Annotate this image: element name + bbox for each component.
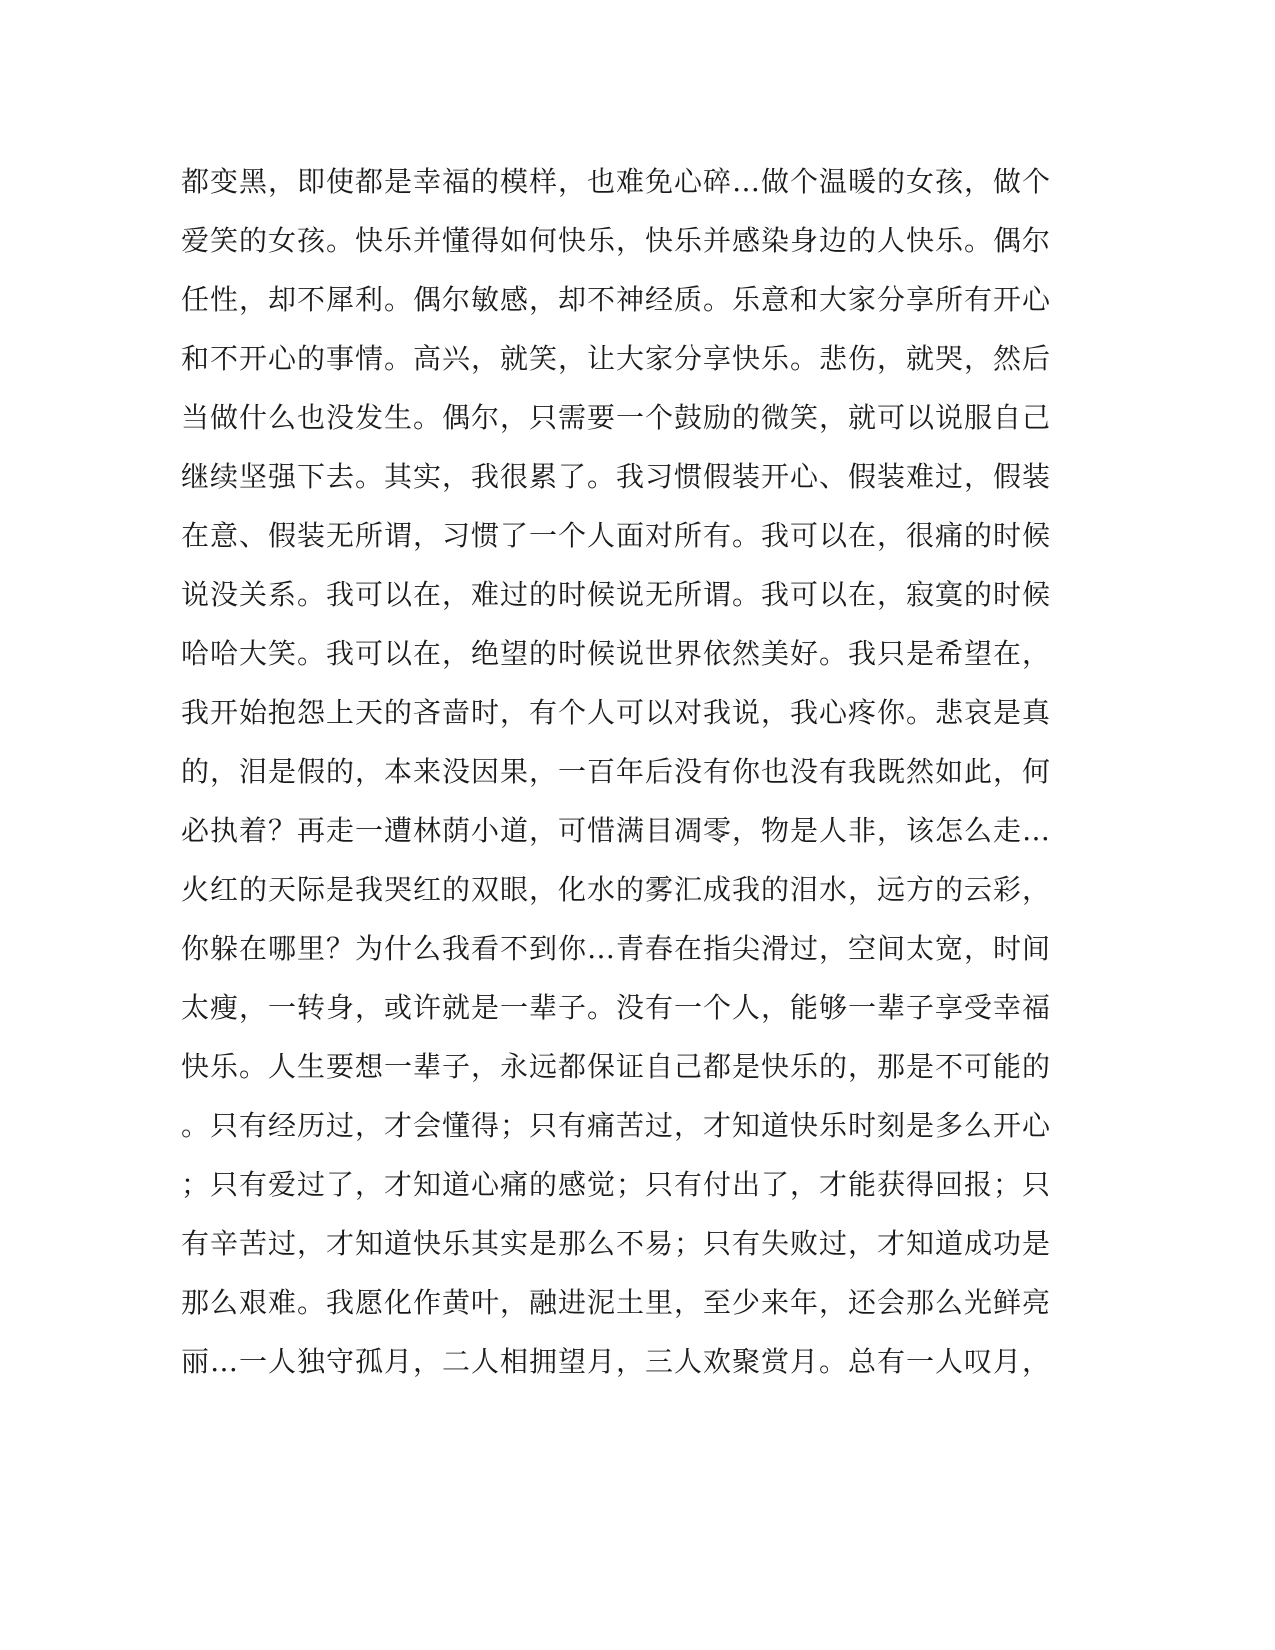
text-line: 的，泪是假的，本来没因果，一百年后没有你也没有我既然如此，何: [181, 755, 1052, 788]
text-line: 丽…一人独守孤月，二人相拥望月，三人欢聚赏月。总有一人叹月，: [181, 1345, 1052, 1378]
text-line: 有辛苦过，才知道快乐其实是那么不易；只有失败过，才知道成功是: [181, 1227, 1052, 1260]
text-line: 继续坚强下去。其实，我很累了。我习惯假装开心、假装难过，假装: [181, 460, 1052, 493]
text-line: 当做什么也没发生。偶尔，只需要一个鼓励的微笑，就可以说服自己: [181, 401, 1052, 434]
text-line: 我开始抱怨上天的吝啬时，有个人可以对我说，我心疼你。悲哀是真: [181, 696, 1052, 729]
text-line: 都变黑，即使都是幸福的模样，也难免心碎…做个温暖的女孩，做个: [181, 165, 1052, 198]
text-line: 你躲在哪里？为什么我看不到你…青春在指尖滑过，空间太宽，时间: [181, 932, 1052, 965]
text-line: 哈哈大笑。我可以在，绝望的时候说世界依然美好。我只是希望在，: [181, 637, 1052, 670]
text-line: 和不开心的事情。高兴，就笑，让大家分享快乐。悲伤，就哭，然后: [181, 342, 1052, 375]
text-line: 那么艰难。我愿化作黄叶，融进泥土里，至少来年，还会那么光鲜亮: [181, 1286, 1052, 1319]
body-text: [181, 155, 1052, 1394]
text-line: ；只有爱过了，才知道心痛的感觉；只有付出了，才能获得回报；只: [181, 1168, 1052, 1201]
text-line: 说没关系。我可以在，难过的时候说无所谓。我可以在，寂寞的时候: [181, 578, 1052, 611]
text-line: 爱笑的女孩。快乐并懂得如何快乐，快乐并感染身边的人快乐。偶尔: [181, 224, 1052, 257]
text-line: 。只有经历过，才会懂得；只有痛苦过，才知道快乐时刻是多么开心: [181, 1109, 1052, 1142]
text-line: 火红的天际是我哭红的双眼，化水的雾汇成我的泪水，远方的云彩，: [181, 873, 1052, 906]
text-line: 必执着？再走一遭林荫小道，可惜满目凋零，物是人非，该怎么走…: [181, 814, 1052, 847]
text-line: 任性，却不犀利。偶尔敏感，却不神经质。乐意和大家分享所有开心: [181, 283, 1052, 316]
text-line: 在意、假装无所谓，习惯了一个人面对所有。我可以在，很痛的时候: [181, 519, 1052, 552]
text-line: 太瘦，一转身，或许就是一辈子。没有一个人，能够一辈子享受幸福: [181, 991, 1052, 1024]
text-line: 快乐。人生要想一辈子，永远都保证自己都是快乐的，那是不可能的: [181, 1050, 1052, 1083]
